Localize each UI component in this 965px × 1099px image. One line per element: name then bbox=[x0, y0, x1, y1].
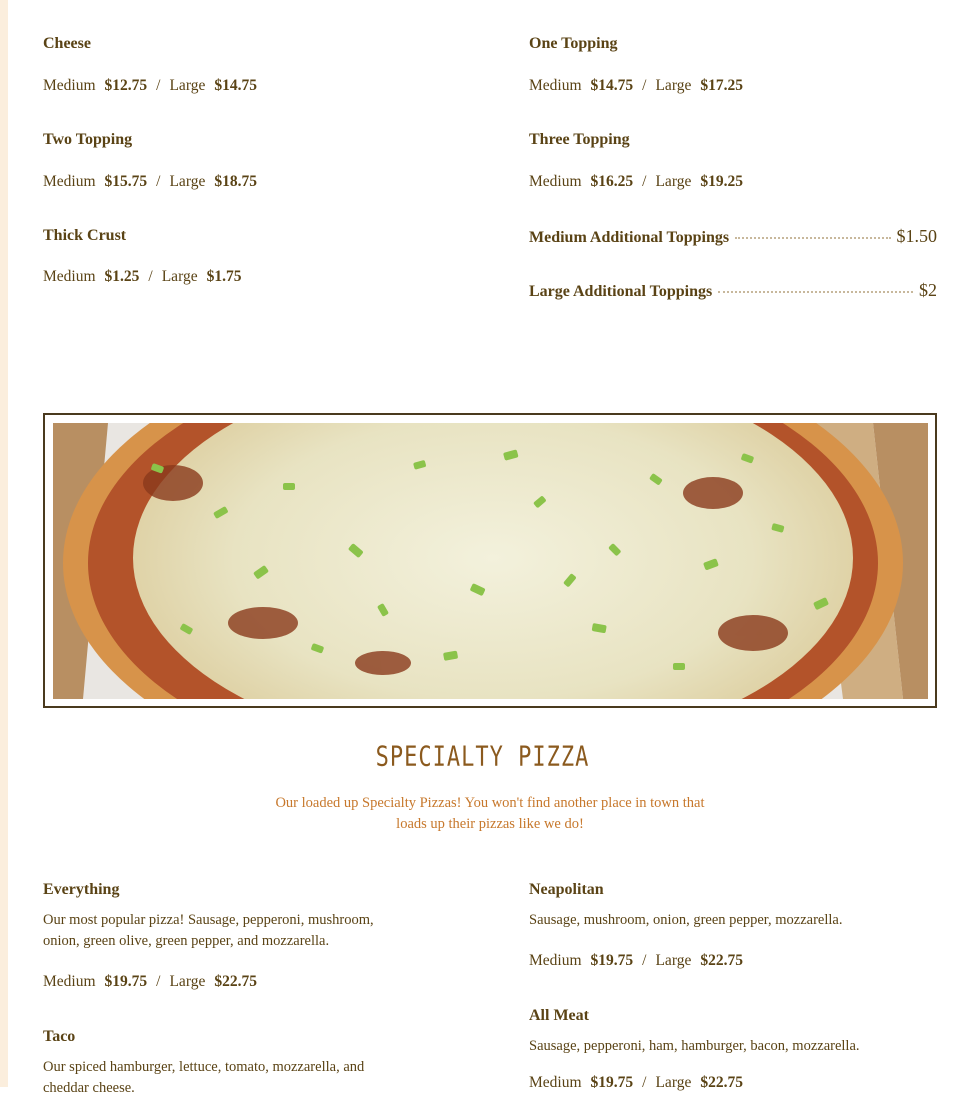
medium-label: Medium bbox=[529, 1074, 582, 1091]
large-label: Large bbox=[169, 973, 206, 990]
medium-label: Medium bbox=[43, 268, 96, 285]
medium-price: $12.75 bbox=[104, 77, 148, 94]
neapolitan-description: Sausage, mushroom, onion, green pepper, mozzarella. bbox=[529, 912, 843, 928]
large-price: $22.75 bbox=[700, 952, 743, 969]
dot-leader bbox=[735, 237, 890, 239]
dot-leader bbox=[718, 291, 913, 293]
large-price: $22.75 bbox=[214, 973, 257, 990]
large-additional-toppings-name: Large Additional Toppings bbox=[529, 283, 713, 300]
specialty-pizza-title: SPECIALTY PIZZA bbox=[375, 741, 590, 774]
large-label: Large bbox=[655, 173, 692, 190]
large-price: $14.75 bbox=[214, 77, 257, 94]
price-separator: / bbox=[642, 173, 647, 190]
large-label: Large bbox=[655, 77, 692, 94]
medium-additional-toppings-name: Medium Additional Toppings bbox=[529, 229, 730, 246]
large-additional-toppings-price: $2 bbox=[919, 280, 937, 300]
thick-crust-prices bbox=[43, 268, 241, 286]
price-separator: / bbox=[642, 952, 647, 969]
medium-price: $15.75 bbox=[104, 173, 148, 190]
left-edge-bar bbox=[0, 0, 8, 1087]
neapolitan-name: Neapolitan bbox=[529, 881, 604, 898]
price-separator: / bbox=[156, 173, 161, 190]
two-topping-prices bbox=[43, 173, 257, 191]
price-separator: / bbox=[642, 77, 647, 94]
neapolitan-prices bbox=[529, 952, 743, 970]
pizza-photo bbox=[53, 423, 928, 699]
three-topping-name: Three Topping bbox=[529, 131, 630, 148]
one-topping-name: One Topping bbox=[529, 35, 618, 52]
everything-name: Everything bbox=[43, 881, 120, 898]
medium-price: $16.25 bbox=[590, 173, 634, 190]
medium-price: $19.75 bbox=[590, 1074, 634, 1091]
medium-price: $19.75 bbox=[104, 973, 148, 990]
everything-description: Our most popular pizza! Sausage, pepperoni, mushroom, onion, green olive, green pepper, and mozzarella. bbox=[43, 912, 374, 949]
large-label: Large bbox=[169, 173, 206, 190]
medium-label: Medium bbox=[529, 952, 582, 969]
medium-label: Medium bbox=[43, 173, 96, 190]
price-separator: / bbox=[642, 1074, 647, 1091]
price-separator: / bbox=[156, 77, 161, 94]
large-label: Large bbox=[169, 77, 206, 94]
everything-prices bbox=[43, 973, 257, 991]
two-topping-name: Two Topping bbox=[43, 131, 133, 148]
one-topping-prices bbox=[529, 77, 743, 95]
large-price: $1.75 bbox=[206, 268, 242, 285]
all-meat-description: Sausage, pepperoni, ham, hamburger, bacon, mozzarella. bbox=[529, 1038, 860, 1054]
medium-price: $1.25 bbox=[104, 268, 140, 285]
price-separator: / bbox=[148, 268, 153, 285]
cheese-name: Cheese bbox=[43, 35, 91, 52]
pizza-photo-frame bbox=[43, 413, 937, 708]
large-label: Large bbox=[655, 952, 692, 969]
large-additional-toppings-row bbox=[529, 280, 937, 301]
thick-crust-name: Thick Crust bbox=[43, 227, 127, 244]
medium-label: Medium bbox=[43, 77, 96, 94]
large-price: $22.75 bbox=[700, 1074, 743, 1091]
specialty-tagline: Our loaded up Specialty Pizzas! You won't find another place in town that loads up their pizzas like we do! bbox=[275, 795, 705, 832]
large-label: Large bbox=[161, 268, 198, 285]
taco-name: Taco bbox=[43, 1028, 76, 1045]
cheese-prices bbox=[43, 77, 257, 95]
large-label: Large bbox=[655, 1074, 692, 1091]
medium-price: $19.75 bbox=[590, 952, 634, 969]
price-separator: / bbox=[156, 973, 161, 990]
medium-additional-toppings-price: $1.50 bbox=[896, 226, 937, 246]
medium-price: $14.75 bbox=[590, 77, 634, 94]
medium-label: Medium bbox=[529, 173, 582, 190]
three-topping-prices bbox=[529, 173, 743, 191]
medium-label: Medium bbox=[529, 77, 582, 94]
medium-label: Medium bbox=[43, 973, 96, 990]
all-meat-name: All Meat bbox=[529, 1007, 589, 1024]
medium-additional-toppings-row bbox=[529, 226, 937, 247]
all-meat-prices bbox=[529, 1074, 743, 1092]
large-price: $17.25 bbox=[700, 77, 743, 94]
pizza-illustration bbox=[53, 423, 928, 699]
taco-description: Our spiced hamburger, lettuce, tomato, mozzarella, and cheddar cheese. bbox=[43, 1059, 365, 1096]
large-price: $19.25 bbox=[700, 173, 743, 190]
large-price: $18.75 bbox=[214, 173, 257, 190]
